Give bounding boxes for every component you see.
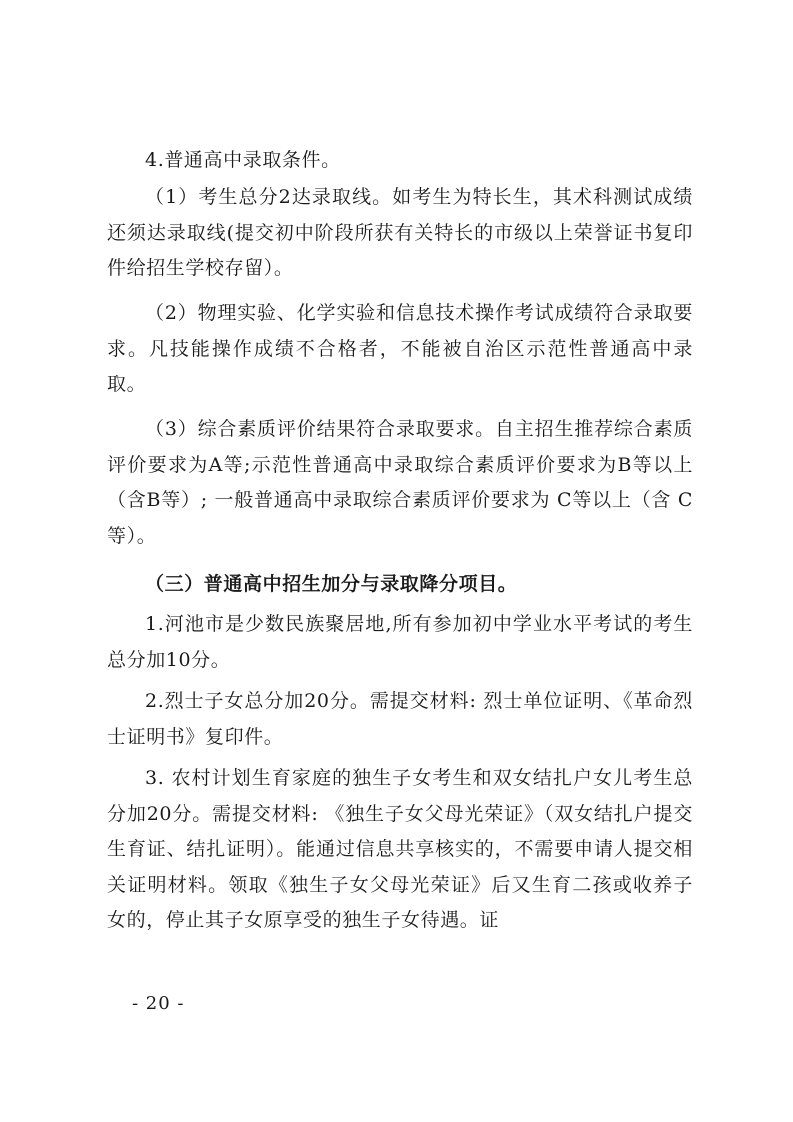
section-heading-bonus-points: （三）普通高中招生加分与录取降分项目。 bbox=[145, 573, 518, 595]
paragraph-condition-3: （3）综合素质评价结果符合录取要求。自主招生推荐综合素质评价要求为A等;示范性普通高中录取综合素质评价要求为B等以上（含B等）; 一般普通高中录取综合素质评价要求为 C等以上（含 C 等）。 bbox=[107, 418, 693, 547]
page-number: - 20 - bbox=[132, 993, 185, 1014]
paragraph-condition-1: （1）考生总分2达录取线。如考生为特长生，其术科测试成绩还须达录取线(提交初中阶段所获有关特长的市级以上荣誉证书复印件给招生学校存留）。 bbox=[107, 186, 693, 279]
paragraph-condition-2: （2）物理实验、化学实验和信息技术操作考试成绩符合录取要求。凡技能操作成绩不合格者，不能被自治区示范性普通高中录取。 bbox=[107, 302, 693, 395]
paragraph-bonus-3: 3. 农村计划生育家庭的独生子女考生和双女结扎户女儿考生总分加20分。需提交材料: 《独生子女父母光荣证》（双女结扎户提交生育证、结扎证明）。能通过信息共享核实的，不需要申请人提交相关证明材料。领取《独生子女父母光荣证》后又生育二孩或收养子女的，停止其子女原享受的独生子女待遇。证 bbox=[107, 767, 693, 931]
paragraph-bonus-1: 1.河池市是少数民族聚居地,所有参加初中学业水平考试的考生总分加10分。 bbox=[107, 613, 693, 671]
paragraph-bonus-2: 2.烈士子女总分加20分。需提交材料: 烈士单位证明、《革命烈士证明书》复印件。 bbox=[107, 690, 693, 748]
paragraph-admission-conditions: 4.普通高中录取条件。 bbox=[145, 149, 341, 171]
